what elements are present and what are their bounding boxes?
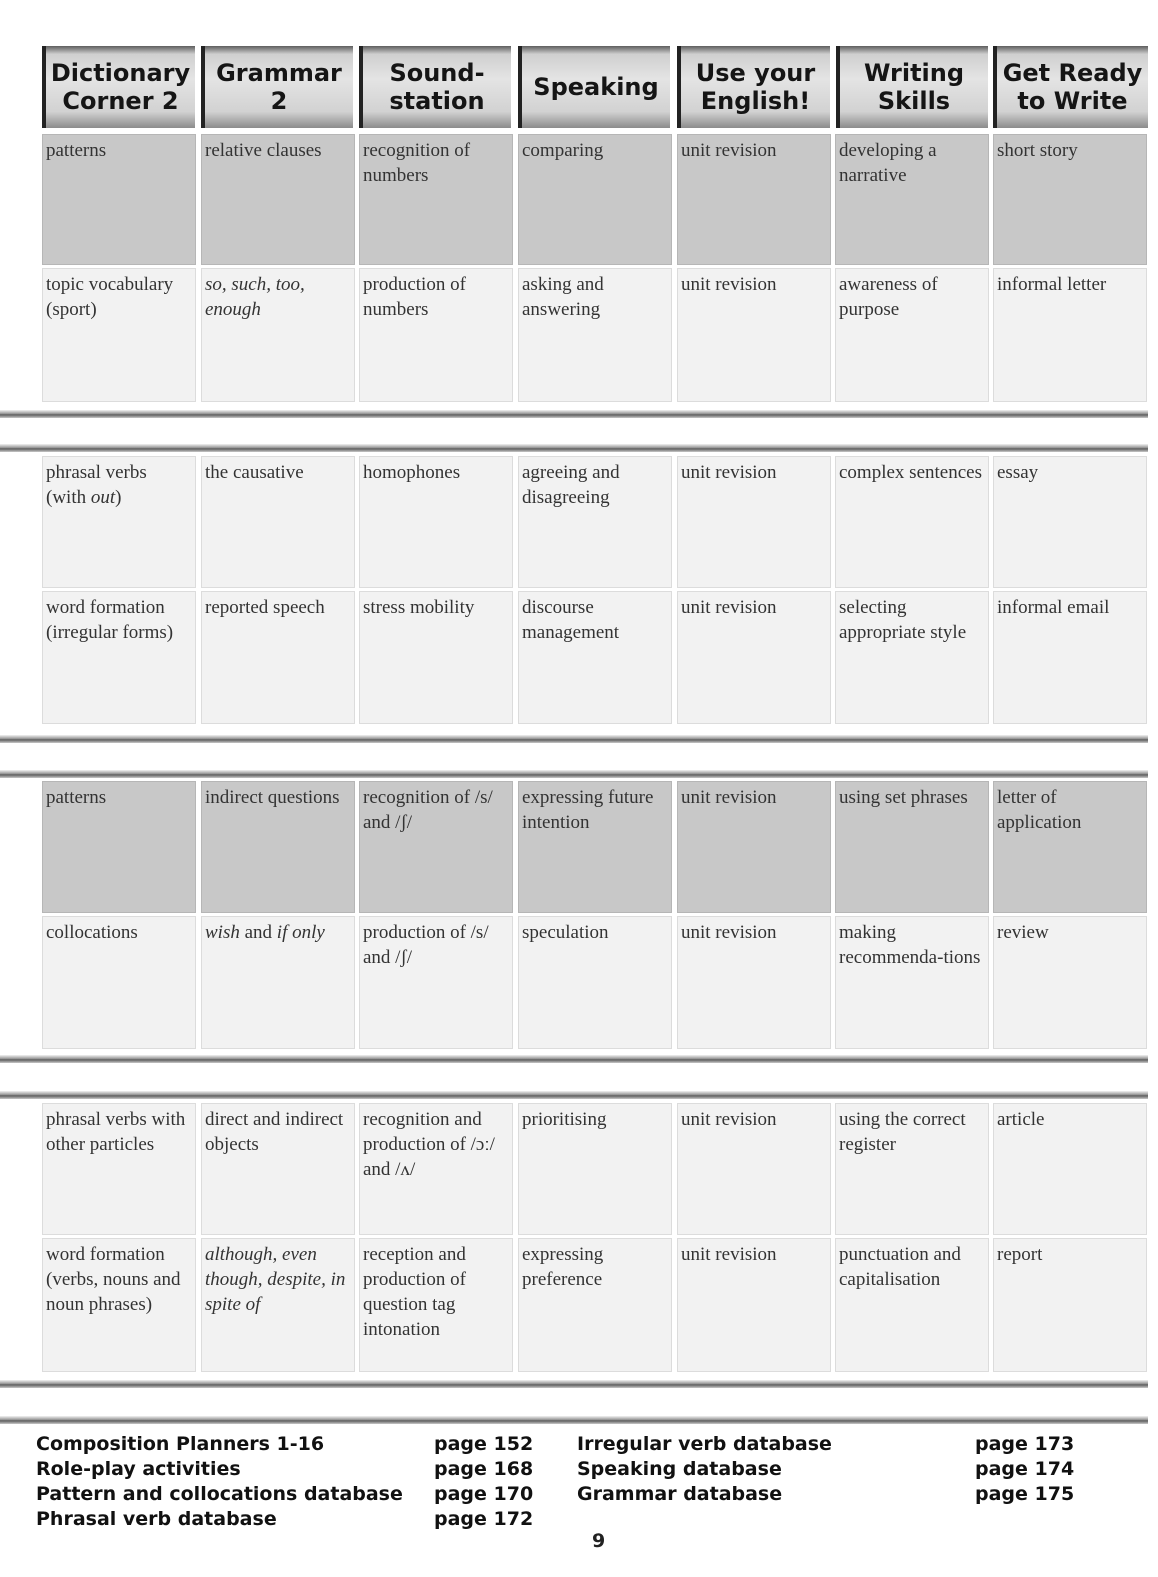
cell-r4-c6: selecting appropriate style: [835, 591, 989, 724]
section-rule: [0, 444, 1148, 452]
cell-r7-c3: recognition and production of /ɔː/ and /ʌ/: [359, 1103, 513, 1235]
section-rule: [0, 1380, 1148, 1388]
column-header-6: Writing Skills: [836, 46, 988, 128]
cell-r1-c4: comparing: [518, 134, 672, 265]
cell-r7-c6: using the correct register: [835, 1103, 989, 1235]
cell-r7-c2: direct and indirect objects: [201, 1103, 355, 1235]
cell-r8-c6: punctuation and capitalisation: [835, 1238, 989, 1372]
footer-left-pages: [434, 1432, 533, 1532]
cell-r4-c5: unit revision: [677, 591, 831, 724]
footer-page-ref-2: page 168: [434, 1458, 534, 1480]
cell-r7-c1: phrasal verbs with other particles: [42, 1103, 196, 1235]
cell-r2-c6: awareness of purpose: [835, 268, 989, 402]
cell-r1-c5: unit revision: [677, 134, 831, 265]
cell-r4-c1: word formation (irregular forms): [42, 591, 196, 724]
cell-r4-c2: reported speech: [201, 591, 355, 724]
column-header-5: Use your English!: [677, 46, 830, 128]
cell-r2-c1: topic vocabulary (sport): [42, 268, 196, 402]
footer-page-ref-1: page 173: [975, 1433, 1075, 1455]
cell-r1-c6: developing a narrative: [835, 134, 989, 265]
cell-r8-c2: although, even though, despite, in spite of: [201, 1238, 355, 1372]
footer-left-labels: [36, 1432, 403, 1532]
section-rule: [0, 1091, 1148, 1099]
footer-page-ref-3: page 175: [975, 1483, 1075, 1505]
page-number: 9: [592, 1530, 606, 1552]
footer-link-label-1: Irregular verb database: [577, 1433, 832, 1455]
footer-page-ref-1: page 152: [434, 1433, 534, 1455]
cell-r6-c5: unit revision: [677, 916, 831, 1049]
cell-r6-c4: speculation: [518, 916, 672, 1049]
cell-r1-c7: short story: [993, 134, 1147, 265]
cell-r8-c5: unit revision: [677, 1238, 831, 1372]
section-rule: [0, 1416, 1148, 1424]
footer-page-ref-2: page 174: [975, 1458, 1075, 1480]
column-header-2: Grammar 2: [201, 46, 353, 128]
column-headers: [42, 46, 1148, 130]
cell-r7-c4: prioritising: [518, 1103, 672, 1235]
cell-r8-c7: report: [993, 1238, 1147, 1372]
column-header-3: Sound- station: [359, 46, 511, 128]
cell-r3-c1: phrasal verbs (with out): [42, 456, 196, 588]
cell-r6-c3: production of /s/ and /ʃ/: [359, 916, 513, 1049]
cell-r7-c5: unit revision: [677, 1103, 831, 1235]
cell-r3-c7: essay: [993, 456, 1147, 588]
cell-r5-c5: unit revision: [677, 781, 831, 913]
cell-r3-c5: unit revision: [677, 456, 831, 588]
cell-r1-c1: patterns: [42, 134, 196, 265]
section-rule: [0, 735, 1148, 743]
cell-r4-c3: stress mobility: [359, 591, 513, 724]
cell-r5-c3: recognition of /s/ and /ʃ/: [359, 781, 513, 913]
footer-link-label-4: Phrasal verb database: [36, 1508, 277, 1530]
cell-r8-c4: expressing preference: [518, 1238, 672, 1372]
section-rule: [0, 770, 1148, 778]
column-header-4: Speaking: [518, 46, 670, 128]
cell-r2-c4: asking and answering: [518, 268, 672, 402]
cell-r8-c3: reception and production of question tag intonation: [359, 1238, 513, 1372]
cell-r7-c7: article: [993, 1103, 1147, 1235]
cell-r1-c2: relative clauses: [201, 134, 355, 265]
footer-right-labels: [577, 1432, 832, 1507]
cell-r5-c2: indirect questions: [201, 781, 355, 913]
footer-link-label-2: Role-play activities: [36, 1458, 241, 1480]
footer-link-label-3: Pattern and collocations database: [36, 1483, 403, 1505]
footer-link-label-2: Speaking database: [577, 1458, 782, 1480]
cell-r5-c7: letter of application: [993, 781, 1147, 913]
cell-r4-c7: informal email: [993, 591, 1147, 724]
section-rule: [0, 1055, 1148, 1063]
cell-r6-c2: wish and if only: [201, 916, 355, 1049]
section-rule: [0, 410, 1148, 418]
footer-page-ref-4: page 172: [434, 1508, 534, 1530]
cell-r8-c1: word formation (verbs, nouns and noun phrases): [42, 1238, 196, 1372]
footer-right-pages: [975, 1432, 1074, 1507]
cell-r5-c4: expressing future intention: [518, 781, 672, 913]
cell-r2-c3: production of numbers: [359, 268, 513, 402]
cell-r2-c5: unit revision: [677, 268, 831, 402]
cell-r3-c3: homophones: [359, 456, 513, 588]
footer-page-ref-3: page 170: [434, 1483, 534, 1505]
column-header-1: Dictionary Corner 2: [42, 46, 195, 128]
cell-r3-c2: the causative: [201, 456, 355, 588]
cell-r6-c6: making recommenda-tions: [835, 916, 989, 1049]
cell-r4-c4: discourse management: [518, 591, 672, 724]
cell-r2-c2: so, such, too, enough: [201, 268, 355, 402]
cell-r3-c6: complex sentences: [835, 456, 989, 588]
cell-r5-c6: using set phrases: [835, 781, 989, 913]
footer-link-label-1: Composition Planners 1-16: [36, 1433, 325, 1455]
cell-r1-c3: recognition of numbers: [359, 134, 513, 265]
cell-r6-c7: review: [993, 916, 1147, 1049]
column-header-7: Get Ready to Write: [993, 46, 1148, 128]
footer-link-label-3: Grammar database: [577, 1483, 783, 1505]
cell-r2-c7: informal letter: [993, 268, 1147, 402]
cell-r5-c1: patterns: [42, 781, 196, 913]
cell-r3-c4: agreeing and disagreeing: [518, 456, 672, 588]
cell-r6-c1: collocations: [42, 916, 196, 1049]
